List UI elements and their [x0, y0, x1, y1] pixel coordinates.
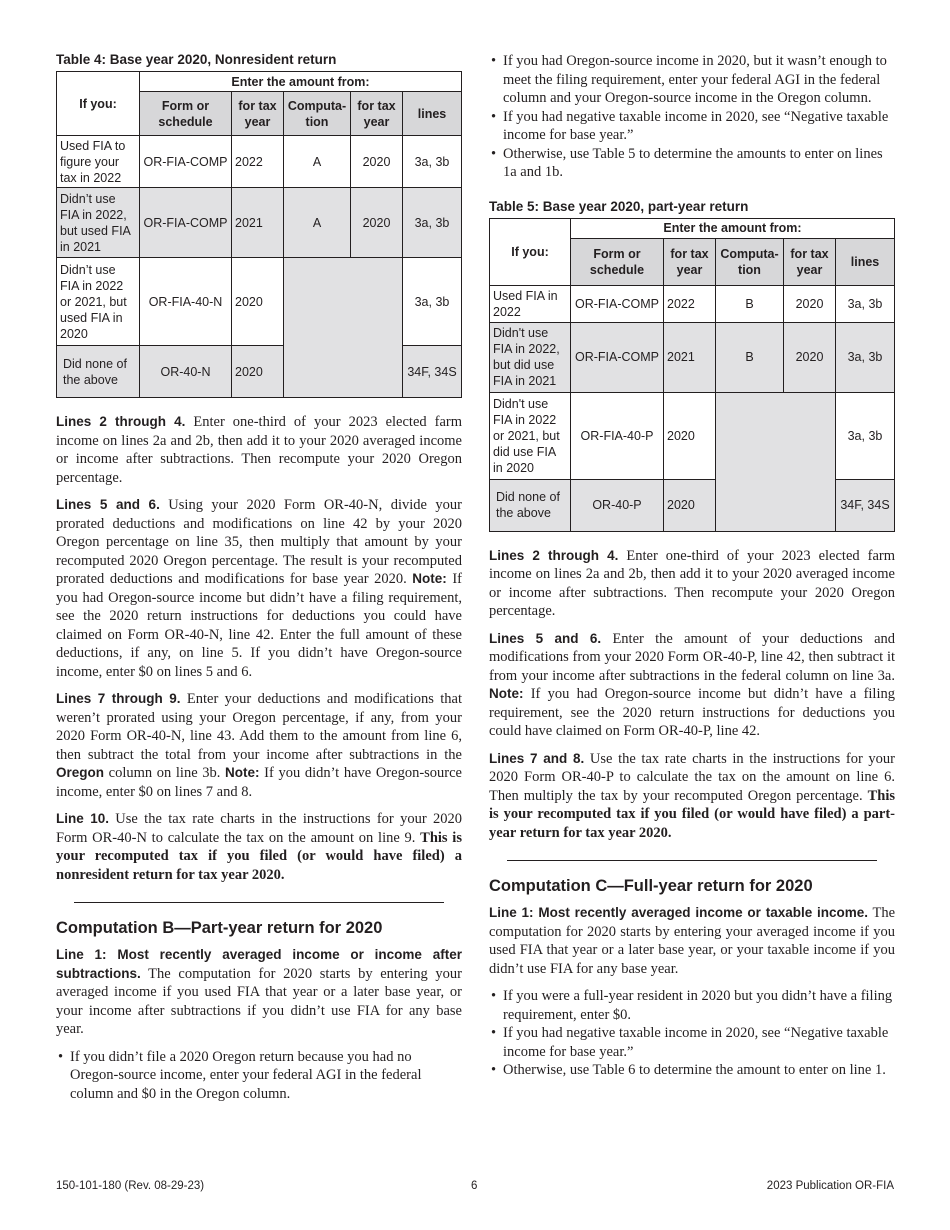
table4-cell-ifyou: Used FIA to figure your tax in 2022 — [57, 136, 140, 188]
table5-cell-year: 2020 — [664, 392, 716, 479]
table4-header-enter: Enter the amount from: — [140, 72, 462, 92]
table5-cell-ifyou: Didn't use FIA in 2022, but did use FIA in 2021 — [490, 322, 571, 392]
table-row — [57, 136, 462, 188]
table4-cell-comp: A — [284, 136, 351, 188]
table5-cell-lines: 34F, 34S — [836, 479, 895, 531]
table4-cell-ifyou: Didn’t use FIA in 2022, but used FIA in 2021 — [57, 188, 140, 258]
list-item: • If you had negative taxable income in 2020, see “Negative taxable income for base year.” — [491, 1025, 889, 1060]
table5-cell-ifyou: Used FIA in 2022 — [490, 285, 571, 322]
table5-cell-lines: 3a, 3b — [836, 392, 895, 479]
table4-cell-year2: 2020 — [351, 136, 403, 188]
table4-cell-comp: A — [284, 188, 351, 258]
table5-cell-ifyou: Did none of the above — [490, 479, 571, 531]
table4-cell-year2: 2020 — [351, 188, 403, 258]
table5-caption: Table 5: Base year 2020, part-year return — [489, 198, 749, 214]
table5-header-form: Form or schedule — [571, 238, 664, 285]
table5-cell-year: 2022 — [664, 285, 716, 322]
left-bullet-list — [56, 1048, 462, 1104]
footer-publication-title: 2023 Publication OR-FIA — [766, 1180, 894, 1192]
table4-cell-form: OR-FIA-COMP — [140, 188, 232, 258]
table5-cell-comp: B — [716, 322, 784, 392]
table4-header-lines: lines — [403, 92, 462, 136]
table5-header-ifyou: If you: — [490, 218, 571, 285]
left-para-lines-7-9: Lines 7 through 9. Enter your deductions and modifications that weren’t prorated using your Oregon percentage, if any, from your 2020 Form OR-40-N, line 43. Add them to the amount from line 6, then subtract the total from your income after subtractions in the Oregon column on line 3b. Note: If you didn’t have Oregon-source income, enter $0 on lines 7 and 8. — [56, 691, 462, 800]
table4-cell-lines: 34F, 34S — [403, 346, 462, 398]
table4-header-form: Form or schedule — [140, 92, 232, 136]
table4-cell-year: 2020 — [232, 258, 284, 346]
table4-cell-lines: 3a, 3b — [403, 258, 462, 346]
table4-cell-year: 2021 — [232, 188, 284, 258]
table-row — [57, 258, 462, 346]
table5-header-enter: Enter the amount from: — [571, 218, 895, 238]
list-item: • Otherwise, use Table 5 to determine the amounts to enter on lines 1a and 1b. — [491, 145, 883, 180]
divider — [74, 902, 444, 903]
table-row — [490, 322, 895, 392]
table-row — [490, 392, 895, 479]
table5-cell-year2: 2020 — [784, 322, 836, 392]
table-row — [490, 285, 895, 322]
table4-header-taxyear2: for tax year — [351, 92, 403, 136]
computation-b-heading: Computation B—Part-year return for 2020 — [56, 919, 383, 937]
list-item: • If you had Oregon-source income in 2020, but it wasn’t enough to meet the filing requirement, enter your federal AGI in the federal column and your Oregon-source income in the Oregon column. — [491, 53, 887, 106]
table5 — [489, 218, 895, 532]
table5-header-taxyear2: for tax year — [784, 238, 836, 285]
footer-form-number: 150-101-180 (Rev. 08-29-23) — [56, 1180, 205, 1192]
right-para-computation-c-line1: Line 1: Most recently averaged income or taxable income. The computation for 2020 starts by entering your averaged income if you used FIA that year or a later base year, or your taxable income if you didn’t use FIA for any base year. — [489, 905, 896, 977]
right-para-lines-5-6: Lines 5 and 6. Enter the amount of your deductions and modifications from your 2020 Form OR-40-P, line 42, then subtract it from your income after subtractions in the federal column on line 3a. Note: If you had Oregon-source income but didn’t have a filing requirement, see the 2020 return instructions for deductions you could have claimed on Form OR-40-P, line 42. — [489, 630, 896, 739]
right-para-lines-7-8: Lines 7 and 8. Use the tax rate charts in the instructions for your 2020 Form OR-40-P to calculate the tax on the amount on line 6. Then multiply the tax by your recomputed Oregon percentage. This is your recomputed tax if you filed (or would have filed) a part-year return for tax year 2020. — [489, 750, 895, 841]
list-item: • If you had negative taxable income in 2020, see “Negative taxable income for base year.” — [491, 108, 889, 143]
left-para-line-10: Line 10. Use the tax rate charts in the instructions for your 2020 Form OR-40-N to calculate the tax on the amount on line 9. This is your recomputed tax if you filed (or would have filed) a nonresident return for tax year 2020. — [56, 811, 462, 883]
list-item: • If you didn’t file a 2020 Oregon return because you had no Oregon-source income, enter your federal AGI in the federal column and $0 in the Oregon column. — [58, 1048, 422, 1102]
table5-cell-ifyou: Didn't use FIA in 2022 or 2021, but did use FIA in 2020 — [490, 392, 571, 479]
left-para-computation-b-line1: Line 1: Most recently averaged income or income after subtractions. The computation for 2020 starts by entering your averaged income if you used FIA that year or a later base year, or your income after subtractions if you didn’t use FIA for any base year. — [56, 947, 462, 1037]
table-row — [57, 188, 462, 258]
left-column — [56, 52, 462, 1103]
table4-cell-ifyou: Did none of the above — [57, 346, 140, 398]
table4-cell-year: 2022 — [232, 136, 284, 188]
table5-header-taxyear: for tax year — [664, 238, 716, 285]
table4-cell-lines: 3a, 3b — [403, 136, 462, 188]
right-column — [489, 52, 895, 1080]
list-item: • Otherwise, use Table 6 to determine the amount to enter on line 1. — [491, 1062, 886, 1078]
table5-cell-year: 2020 — [664, 479, 716, 531]
table5-cell-year: 2021 — [664, 322, 716, 392]
table4-header-computation: Computa-tion — [284, 92, 351, 136]
table4-cell-year: 2020 — [232, 346, 284, 398]
table5-cell-lines: 3a, 3b — [836, 322, 895, 392]
right-bullet-list-bottom — [489, 987, 895, 1080]
table5-cell-form: OR-FIA-COMP — [571, 285, 664, 322]
table4-header-taxyear: for tax year — [232, 92, 284, 136]
table5-cell-form: OR-FIA-COMP — [571, 322, 664, 392]
table4-shaded-empty — [284, 258, 403, 398]
divider — [507, 860, 877, 861]
table4 — [56, 71, 462, 398]
table5-cell-lines: 3a, 3b — [836, 285, 895, 322]
table5-header-computation: Computa-tion — [716, 238, 784, 285]
table4-cell-ifyou: Didn’t use FIA in 2022 or 2021, but used FIA in 2020 — [57, 258, 140, 346]
table4-cell-lines: 3a, 3b — [403, 188, 462, 258]
left-para-lines-2-4: Lines 2 through 4. Enter one-third of your 2023 elected farm income on lines 2a and 2b, then add it to your 2020 averaged income or income after subtractions. Then recompute your 2020 Oregon percentage. — [56, 414, 462, 486]
right-para-lines-2-4: Lines 2 through 4. Enter one-third of your 2023 elected farm income on lines 2a and 2b, then add it to your 2020 averaged income or income after subtractions. Then recompute your 2020 Oregon percentage. — [489, 547, 895, 619]
table4-caption: Table 4: Base year 2020, Nonresident return — [56, 52, 337, 67]
table5-cell-comp: B — [716, 285, 784, 322]
table4-header-ifyou: If you: — [57, 72, 140, 136]
list-item: • If you were a full-year resident in 2020 but you didn’t have a filing requirement, enter $0. — [491, 988, 893, 1023]
table5-header-lines: lines — [836, 238, 895, 285]
table4-cell-form: OR-40-N — [140, 346, 232, 398]
table5-cell-year2: 2020 — [784, 285, 836, 322]
left-para-lines-5-6: Lines 5 and 6. Using your 2020 Form OR-40-N, divide your prorated deductions and modifications on line 42 by your 2020 Oregon percentage on line 35, then multiply that amount by your recomputed 2020 Oregon percentage. The result is your recomputed prorated deductions and modifications for base year 2020. Note: If you had Oregon-source income but didn’t have a filing requirement, see the 2020 return instructions for deductions you could have claimed on Form OR-40-N, line 42. Enter the full amount of these deductions, if any, on line 5. If you didn’t have Oregon-source income, enter $0 on lines 5 and 6. — [56, 497, 462, 680]
table5-shaded-empty — [716, 392, 836, 531]
right-bullet-list-top — [489, 52, 895, 182]
computation-c-heading: Computation C—Full-year return for 2020 — [489, 877, 813, 895]
table4-cell-form: OR-FIA-COMP — [140, 136, 232, 188]
table4-cell-form: OR-FIA-40-N — [140, 258, 232, 346]
table5-cell-form: OR-FIA-40-P — [571, 392, 664, 479]
footer-page-number: 6 — [471, 1180, 478, 1192]
table5-cell-form: OR-40-P — [571, 479, 664, 531]
